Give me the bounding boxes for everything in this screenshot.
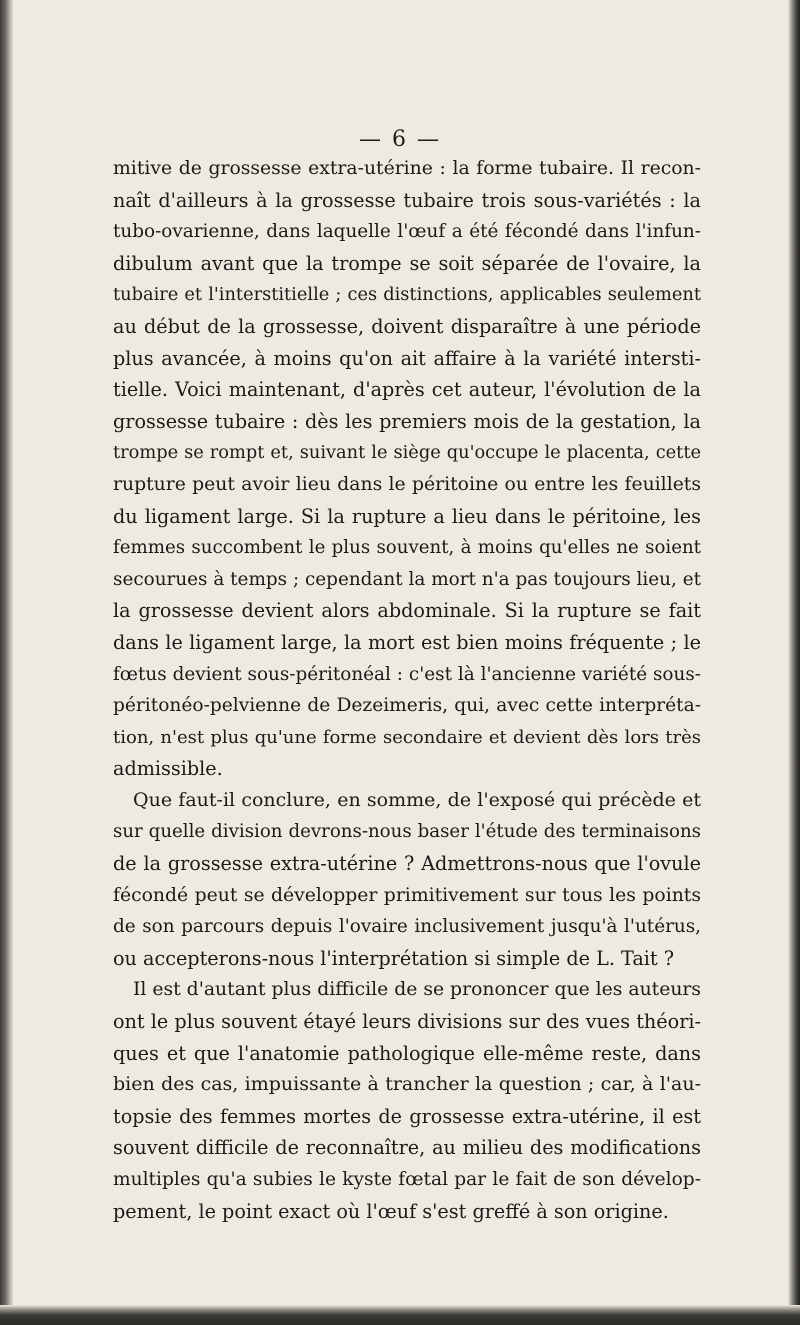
body-text	[113, 153, 701, 1227]
text-line: tielle. Voici maintenant, d'après cet auteur, l'évolution de la	[113, 378, 701, 402]
text-line: pement, le point exact où l'œuf s'est greffé à son origine.	[113, 1199, 669, 1223]
page-edge-bottom	[0, 1305, 800, 1325]
text-line: fécondé peut se développer primitivement sur tous les points	[113, 884, 701, 906]
text-line: topsie des femmes mortes de grossesse extra-utérine, il est	[113, 1104, 701, 1128]
text-line: du ligament large. Si la rupture a lieu dans le péritoine, les	[113, 504, 701, 528]
text-line: ques et que l'anatomie pathologique elle-même reste, dans	[113, 1041, 701, 1065]
text-line: Il est d'autant plus difficile de se prononcer que les auteurs	[133, 979, 702, 1001]
page-edge-right	[788, 0, 800, 1325]
text-line: femmes succombent le plus souvent, à moins qu'elles ne soient	[113, 537, 701, 559]
text-line: tion, n'est plus qu'une forme secondaire et devient dès lors très	[113, 726, 701, 748]
text-line: mitive de grossesse extra-utérine : la forme tubaire. Il recon-	[113, 158, 701, 179]
text-line: ont le plus souvent étayé leurs divisions sur des vues théori-	[113, 1010, 701, 1034]
text-line: bien des cas, impuissante à trancher la question ; car, à l'au-	[113, 1073, 701, 1096]
text-line: fœtus devient sous-péritonéal : c'est là l'ancienne variété sous-	[113, 663, 701, 685]
text-line: rupture peut avoir lieu dans le péritoine ou entre les feuillets	[113, 473, 701, 495]
text-line: sur quelle division devrons-nous baser l'étude des terminaisons	[113, 821, 701, 843]
binding-edge	[0, 0, 14, 1325]
text-line: péritonéo-pelvienne de Dezeimeris, qui, avec cette interpréta-	[113, 695, 701, 717]
text-line: grossesse tubaire : dès les premiers mois de la gestation, la	[113, 409, 701, 433]
text-line: multiples qu'a subies le kyste fœtal par le fait de son dévelop-	[113, 1169, 701, 1190]
text-line: de la grossesse extra-utérine ? Admettrons-nous que l'ovule	[113, 852, 701, 876]
text-line: dans le ligament large, la mort est bien moins fréquente ; le	[113, 630, 701, 654]
text-line: tubaire et l'interstitielle ; ces distinctions, applicables seulement	[113, 284, 701, 306]
text-line: ou accepterons-nous l'interprétation si simple de L. Tait ?	[113, 946, 675, 970]
text-line: de son parcours depuis l'ovaire inclusivement jusqu'à l'utérus,	[113, 916, 701, 938]
text-line: trompe se rompt et, suivant le siège qu'occupe le placenta, cette	[113, 442, 701, 464]
text-line: tubo-ovarienne, dans laquelle l'œuf a été fécondé dans l'infun-	[113, 221, 701, 243]
page-number: — 6 —	[359, 127, 441, 152]
text-line: naît d'ailleurs à la grossesse tubaire trois sous-variétés : la	[113, 188, 701, 212]
text-line: dibulum avant que la trompe se soit séparée de l'ovaire, la	[113, 251, 701, 275]
text-line: souvent difficile de reconnaître, au milieu des modifications	[113, 1136, 701, 1160]
text-line: secourues à temps ; cependant la mort n'a pas toujours lieu, et	[113, 568, 701, 590]
text-line: au début de la grossesse, doivent disparaître à une période	[113, 314, 701, 338]
text-line: la grossesse devient alors abdominale. Si la rupture se fait	[113, 599, 701, 623]
text-line: Que faut-il conclure, en somme, de l'exposé qui précède et	[133, 788, 701, 811]
text-line: plus avancée, à moins qu'on ait affaire à la variété intersti-	[113, 346, 701, 370]
text-line: admissible.	[113, 757, 223, 781]
